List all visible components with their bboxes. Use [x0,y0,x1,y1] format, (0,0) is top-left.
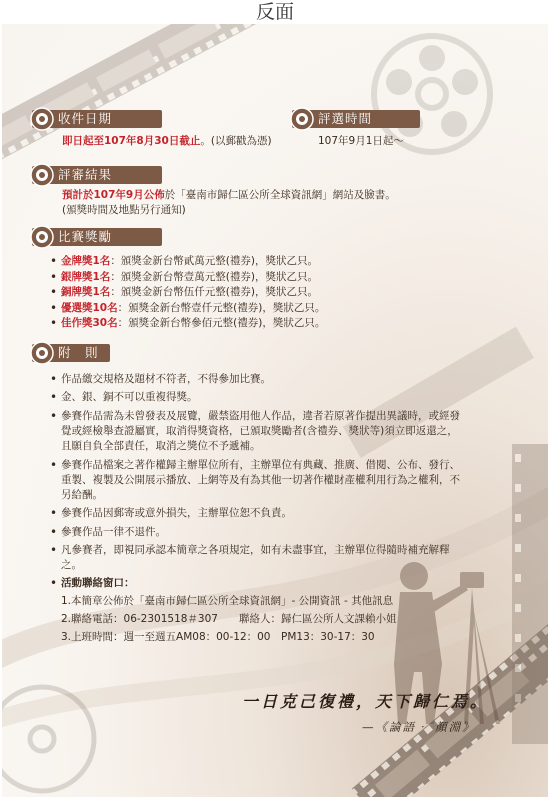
rule-text-line: 之。 [61,559,82,572]
award-name: 佳作獎30名 [61,317,118,329]
rule-text-line: 參賽作品需為未曾發表及展覽，嚴禁盜用他人作品，違者若原著作提出異議時，或經發 [61,409,460,422]
rule-text-line: 重製、複製及公開展示播放、上網等及有為其他一切著作權財產權利用行為之權利，不 [61,473,460,486]
poster [2,24,548,797]
camera-lens-icon [30,225,54,249]
results-text-line1: 預計於107年9月公佈於「臺南市歸仁區公所全球資訊網」網站及臉書。 [62,189,396,201]
rule-text-line: 金、銀、銅不可以重複得獎。 [61,391,198,404]
contact-title: 活動聯絡窗口： [61,577,135,589]
award-description: ：頒獎金新台幣參佰元整(禮券)，獎狀乙只。 [117,317,326,329]
award-name: 優選獎10名 [61,301,118,314]
section-label-rules: 附 則 [32,344,110,362]
page-title: 反面 [255,1,294,23]
award-name: 金牌獎1名 [61,255,111,267]
award-bullet: • [50,316,58,330]
camera-lens-icon [30,341,54,365]
award-item [61,254,318,269]
award-item [61,285,318,300]
award-item [61,270,318,285]
award-bullet: • [50,300,58,315]
rule-text-line: 參賽作品因郵寄或意外損失，主辦單位恕不負責。 [61,507,292,520]
results-text-line2: (頒獎時間及地點另行通知) [62,204,186,216]
award-description: ：頒獎金新台幣貳萬元整(禮券)，獎狀乙只。 [110,255,319,267]
rule-bullet: • [50,543,58,558]
contact-line: 1.本簡章公佈於「臺南市歸仁區公所全球資訊網」- 公開資訊 - 其他訊息 [61,595,394,607]
quote-source: —《論語‧ 顏淵》 [362,720,476,734]
section-label-awards: 比賽獎勵 [32,228,162,246]
contact-line: 2.聯絡電話：06-2301518＃307 聯絡人：歸仁區公所人文課賴小姐 [61,613,397,625]
deadline-text: 即日起至107年8月30日截止。(以郵戳為憑) [62,135,272,147]
confucius-quote: 一日克己復禮，天下歸仁焉。 [242,692,490,711]
camera-lens-icon [290,107,314,131]
award-item [61,316,325,331]
award-bullet: • [50,254,58,268]
rule-bullet: • [50,506,58,521]
award-bullet: • [50,285,58,299]
contact-bullet: • [50,576,58,590]
award-name: 銅牌獎1名 [61,286,111,298]
rule-bullet: • [50,408,58,423]
award-description: ：頒獎金新台幣壹萬元整(禮券)，獎狀乙只。 [110,270,319,283]
section-label-deadline: 收件日期 [32,110,162,128]
camera-lens-icon [30,107,54,131]
rule-text-line: 作品繳交規格及題材不符者，不得參加比賽。 [61,373,271,385]
rule-text-line: 參賽作品檔案之著作權歸主辦單位所有，主辦單位有典藏、推廣、借閱、公布、發行、 [61,458,460,471]
judging-text: 107年9月1日起～ [318,135,404,147]
section-label-judging: 評選時間 [292,110,420,128]
award-name: 銀牌獎1名 [61,270,111,283]
rule-bullet: • [50,524,58,539]
rule-text-line: 凡參賽者，即視同承認本簡章之各項規定，如有未盡事宜，主辦單位得隨時補充解釋 [61,544,450,557]
rule-text-line: 參賽作品一律不退件。 [61,525,166,538]
rule-bullet: • [50,457,58,472]
award-description: ：頒獎金新台幣壹仟元整(禮券)，獎狀乙只。 [117,301,326,314]
contact-line: 3.上班時間：週一至週五AM08：00-12：00 PM13：30-17：30 [61,631,375,643]
rule-bullet: • [50,390,58,405]
award-item [61,301,325,316]
section-label-results: 評審結果 [32,166,162,184]
rule-bullet: • [50,372,58,386]
rule-text-line: 覺或經檢舉查證屬實，取消得獎資格，已頒取獎勵者(含禮券、獎狀等)須立即返還之， [61,425,458,437]
award-description: ：頒獎金新台幣伍仟元整(禮券)，獎狀乙只。 [110,286,319,298]
award-bullet: • [50,269,58,284]
camera-lens-icon [30,163,54,187]
rule-text-line: 且願自負全部責任，取消之獎位不予遞補。 [61,440,261,453]
rule-text-line: 另給酬。 [61,489,103,501]
